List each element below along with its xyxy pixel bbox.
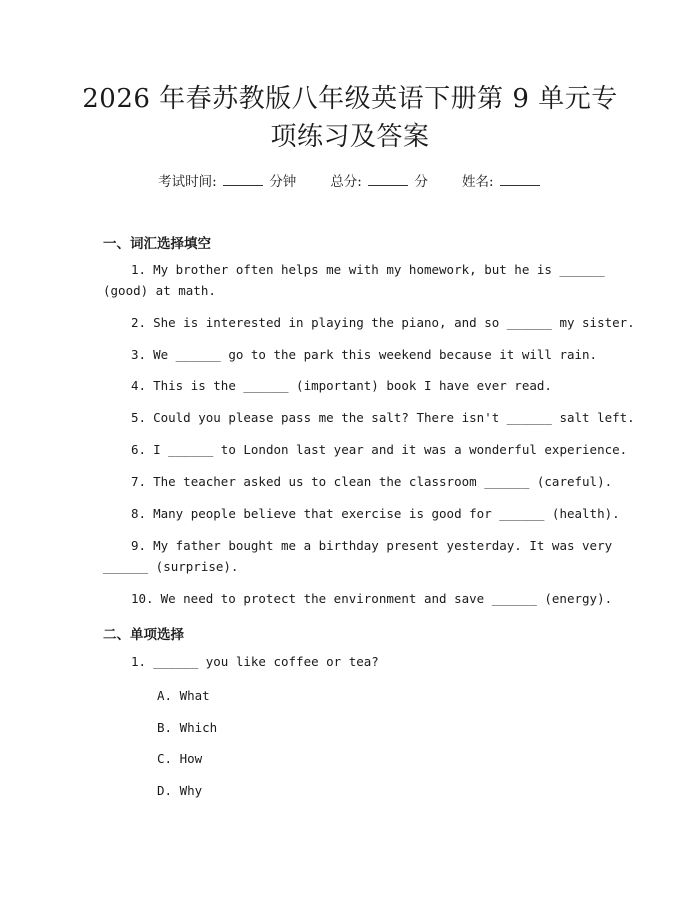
question-6: [131, 444, 627, 457]
question-9: [131, 540, 612, 553]
question-9-continued: ______ (surprise).: [103, 559, 239, 574]
question-number: 1.: [131, 262, 147, 277]
exam-time-label: 考试时间:: [158, 174, 217, 190]
question-number: 4.: [131, 378, 147, 393]
option-c: C. How: [157, 751, 203, 766]
question-7: [131, 476, 612, 489]
section-1-heading: 一、词汇选择填空: [103, 236, 211, 252]
question-text: This is the ______ (important) book I have ever read.: [153, 378, 552, 393]
exam-name: [462, 170, 542, 190]
question-text: We ______ go to the park this weekend because it will rain.: [153, 347, 598, 362]
option-a: A. What: [157, 688, 210, 703]
question-2: [131, 317, 635, 330]
question-number: 7.: [131, 474, 147, 489]
question-1-continued: (good) at math.: [103, 283, 216, 298]
exam-score: [330, 170, 428, 190]
question-text: I ______ to London last year and it was a wonderful experience.: [153, 442, 628, 457]
question-number: 5.: [131, 410, 147, 425]
question-4: [131, 380, 552, 393]
question-text: ______ you like coffee or tea?: [153, 654, 379, 669]
question-text: Many people believe that exercise is good for ______ (health).: [153, 506, 620, 521]
question-text: We need to protect the environment and save ______ (energy).: [160, 591, 613, 606]
question-1: [131, 264, 605, 277]
question-text: Could you please pass me the salt? There isn't ______ salt left.: [153, 410, 635, 425]
question-8: [131, 508, 620, 521]
question-text: She is interested in playing the piano, and so ______ my sister.: [153, 315, 635, 330]
exam-score-label: 总分:: [330, 174, 362, 190]
question-number: 10.: [131, 591, 154, 606]
question-text: My brother often helps me with my homework, but he is ______: [153, 262, 605, 277]
question-10: [131, 593, 612, 606]
option-d: D. Why: [157, 783, 203, 798]
exam-time: [158, 170, 296, 190]
option-b: B. Which: [157, 720, 218, 735]
question-text: My father bought me a birthday present yesterday. It was very: [153, 538, 613, 553]
exam-name-blank: [500, 173, 540, 186]
section-2-heading: 二、单项选择: [103, 627, 184, 643]
exam-score-blank: [368, 173, 408, 186]
question-number: 1.: [131, 654, 147, 669]
page-title-line-2: 项练习及答案: [270, 122, 430, 152]
question-number: 8.: [131, 506, 147, 521]
question-number: 6.: [131, 442, 147, 457]
question-3: [131, 349, 597, 362]
page-title-line-1: 2026 年春苏教版八年级英语下册第 9 单元专: [82, 84, 618, 114]
question-5: [131, 412, 635, 425]
exam-time-unit: 分钟: [269, 174, 297, 190]
exam-score-unit: 分: [414, 174, 428, 190]
mc-question-1: [131, 656, 379, 669]
exam-time-blank: [223, 173, 263, 186]
exam-meta: [0, 170, 700, 190]
question-number: 3.: [131, 347, 147, 362]
question-text: The teacher asked us to clean the classroom ______ (careful).: [153, 474, 613, 489]
question-number: 2.: [131, 315, 147, 330]
question-number: 9.: [131, 538, 147, 553]
exam-name-label: 姓名:: [461, 174, 494, 190]
